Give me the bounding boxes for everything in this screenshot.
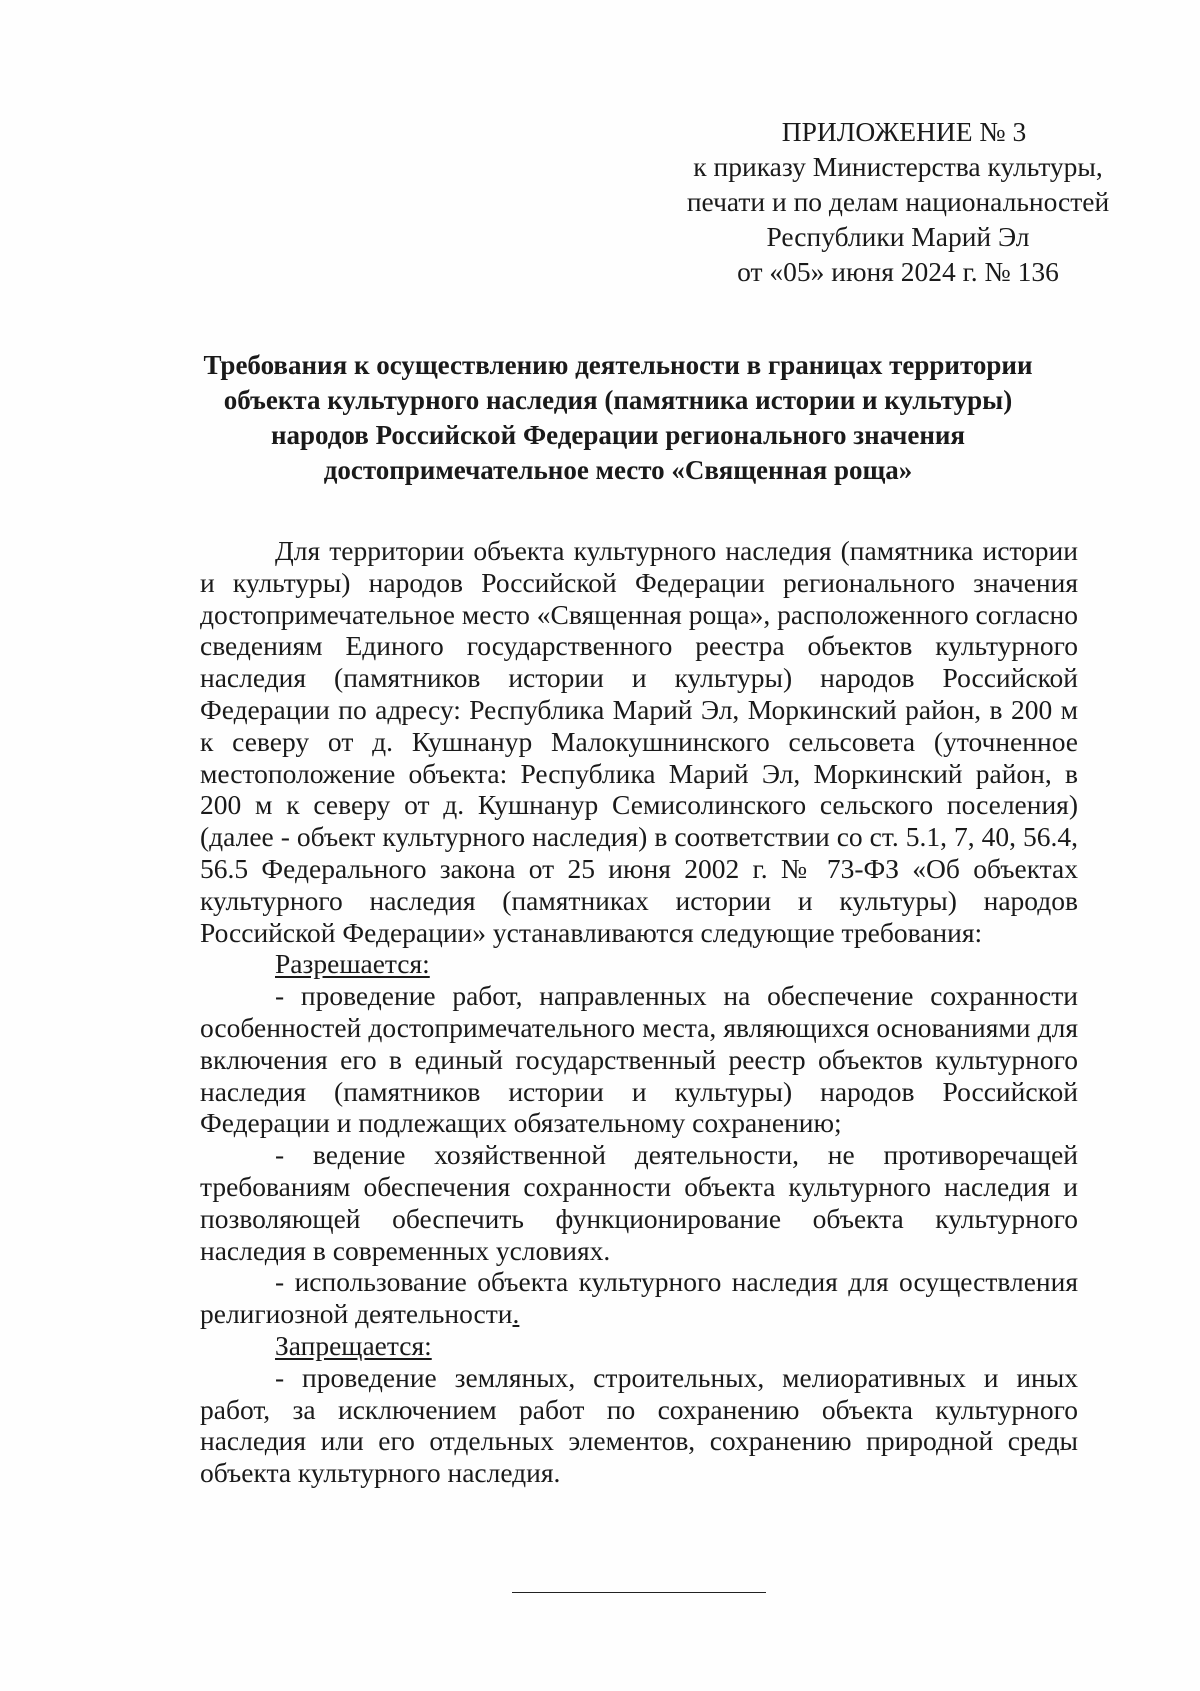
forbidden-item: - проведение земляных, строительных, мелиоративных и иных работ, за исключением работ по сохранению объекта культурного наследия или его отдельных элементов, сохранению природной среды объекта культурного наследия. [200, 1361, 1078, 1489]
title-line: народов Российской Федерации регионального значения [270, 420, 966, 450]
title-line: достопримечательное место «Священная роща» [323, 455, 913, 485]
intro-paragraph: Для территории объекта культурного наследия (памятника истории и культуры) народов Российской Федерации регионального значения достопримечательное место «Священная роща», расположенного согласно сведениям Единого государственного реестра объектов культурного наследия (памятников истории и культуры) народов Российской Федерации по адресу: Республика Марий Эл, Моркинский район, в 200 м к северу от д. Кушнанур Малокушнинского сельсовета (уточненное местоположение объекта: Республика Марий Эл, Моркинский район, в 200 м к северу от д. Кушнанур Семисолинского сельского поселения) (далее - объект культурного наследия) в соответствии со ст. 5.1, 7, 40, 56.4, 56.5 Федерального закона от 25 июня 2002 г. № 73-ФЗ «Об объектах культурного наследия (памятниках истории и культуры) народов Российской Федерации» устанавливаются следующие требования: [200, 535, 1078, 948]
forbidden-heading: Запрещается: [275, 1329, 432, 1361]
allowed-item-end: . [512, 1298, 520, 1330]
appendix-header [668, 114, 1128, 289]
appendix-date: от «05» июня 2024 г. № 136 [737, 256, 1059, 287]
allowed-item: - проведение работ, направленных на обеспечение сохранности особенностей достопримечательного места, являющихся основаниями для включения его в единый государственный реестр объектов культурного наследия (памятников истории и культуры) народов Российской Федерации и подлежащих обязательному сохранению; [200, 980, 1078, 1139]
document-title [150, 348, 1086, 488]
allowed-item-text: - использование объекта культурного наследия для осуществления религиозной деятельности [200, 1266, 1078, 1330]
document-body [200, 535, 1078, 1489]
appendix-number: ПРИЛОЖЕНИЕ № 3 [781, 116, 1027, 147]
allowed-heading: Разрешается: [275, 948, 430, 980]
appendix-line: печати и по делам национальностей [686, 186, 1110, 217]
appendix-line: к приказу Министерства культуры, [693, 151, 1103, 182]
title-line: объекта культурного наследия (памятника истории и культуры) [223, 385, 1013, 415]
appendix-line: Республики Марий Эл [766, 221, 1030, 252]
title-line: Требования к осуществлению деятельности в границах территории [203, 350, 1033, 380]
allowed-item: - ведение хозяйственной деятельности, не противоречащей требованиям обеспечения сохранности объекта культурного наследия и позволяющей обеспечить функционирование объекта культурного наследия в современных условиях. [200, 1139, 1078, 1266]
allowed-item [200, 1266, 1078, 1330]
closing-separator-line [512, 1592, 766, 1593]
